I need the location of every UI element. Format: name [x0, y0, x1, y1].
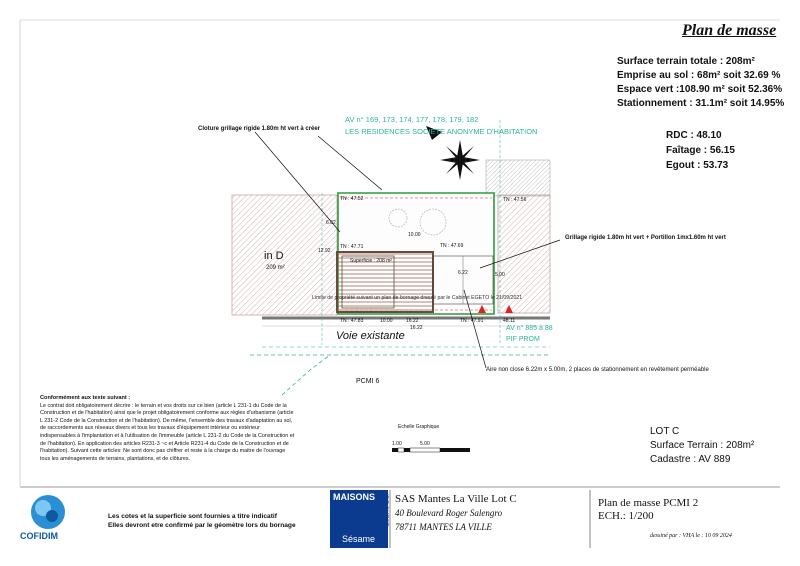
scale-label: 5.00: [420, 441, 430, 447]
dimension-label: 16.22: [410, 325, 423, 331]
tn-label: TN : 47.52: [340, 196, 364, 202]
neighbor-north-building: [486, 160, 550, 196]
voie-label: Voie existante: [336, 330, 405, 342]
tn-label: TN : 47.91: [460, 318, 484, 324]
neighbor-north-label: LES RESIDENCES SOCIETE ANONYME D'HABITATION: [345, 127, 538, 136]
page-title: Plan de masse: [682, 22, 777, 39]
legal-notes: [40, 395, 295, 463]
cofidim-name: COFIDIM: [20, 531, 58, 541]
dimension-label: 16.22: [406, 318, 419, 324]
company-block: [395, 492, 517, 534]
scale-segment: [404, 448, 410, 452]
drawn-by: dessiné par : VHA le : 10 09 2024: [650, 533, 732, 539]
dimension-label: 5.00: [495, 272, 505, 278]
tn-label: TN : 47.71: [340, 244, 364, 250]
tn-label: TN : 47.56: [503, 197, 527, 203]
plan-info: [598, 497, 698, 523]
tn-label: 48.11: [503, 318, 516, 324]
notes-body: Le contrat doit obligatoirement décrire : le terrain et vos droits sur ce bien (article L 231-1 du Code de la Construction et de l'habitation) ainsi que le projet obligatoirement conforme aux règles d'urbanisme (article L 231-2 Code de la Construction et de l'habitation). De même, l'ensemble des travaux d'adaptation au sol, de raccordements aux réseaux divers et tous les travaux d'équipement intérieur ou extérieur indispensables à l'implantation et à l'utilisation de l'immeuble (article L 231-2 du Code de la Construction et de l'habitation). En application des articles R231-3 ~c et Article R231-4 du Code de la Construction et de l'habitation). Suivant cette articles: Ne sont donc pas chiffrer et reste à la charge du maitre de l'ouvrage tous les aménagements de terrains, plantations, et de clôtures.: [40, 402, 295, 462]
neighbor-east-label: PIF PROM: [506, 336, 540, 343]
tn-label: TN : 47.69: [440, 243, 464, 249]
notes-heading: Conformément aux texte suivant :: [40, 395, 131, 401]
disclaimer: [108, 512, 318, 530]
scale-segment: [392, 448, 398, 452]
pcmi-label: PCMI 6: [356, 378, 380, 385]
company-address: 40 Boulevard Roger Salengro: [395, 508, 503, 518]
lot-info: [650, 425, 754, 467]
lot-cadastre: Cadastre : AV 889: [650, 454, 731, 465]
road-line: [282, 355, 330, 395]
neighbor-north-label: AV n° 169, 173, 174, 177, 178, 179, 182: [345, 115, 479, 124]
espace-vert: Espace vert :108.90 m² soit 52.36%: [617, 84, 783, 95]
stationnement: Stationnement : 31.1m² soit 14.95%: [617, 98, 785, 109]
west-lot-label: in D: [264, 250, 284, 262]
aire-note: Aire non close 6.22m x 5.00m, 2 places de stationnement en revêtement perméable: [486, 367, 709, 373]
dimension-label: 12.92: [318, 248, 331, 254]
leader-line: [318, 136, 382, 190]
scale-segment: [440, 448, 470, 452]
disclaimer-line: Les cotes et la superficie sont fournies a titre indicatif: [108, 513, 277, 520]
company-address: 78711 MANTES LA VILLE: [395, 522, 492, 532]
north-arrow-icon: [440, 140, 480, 180]
plan-name: Plan de masse PCMI 2: [598, 497, 699, 509]
dimension-label: 10.00: [408, 232, 421, 238]
superficie-label: Superficie : 208 m²: [350, 258, 392, 264]
scale-label: 1.00: [392, 441, 402, 447]
faitage-level: Faîtage : 56.15: [666, 145, 735, 156]
maisons-label: MAISONS: [333, 492, 376, 502]
neighbor-east-label: AV n° 885 à 88: [506, 325, 553, 332]
emprise-au-sol: Emprise au sol : 68m² soit 32.69 %: [617, 70, 781, 81]
tn-label: TN : 47.83: [340, 318, 364, 324]
dimension-label: 10.00: [380, 318, 393, 324]
lot-name: LOT C: [650, 426, 680, 437]
west-lot-area: 209 m²: [266, 265, 285, 271]
dimension-label: 6.02: [326, 220, 336, 226]
company-name: SAS Mantes La Ville Lot C: [395, 493, 517, 505]
scale-segment: [398, 448, 404, 452]
cloture-note: Cloture grillage rigide 1.80m ht vert à créer: [198, 126, 321, 132]
grillage-note: Grillage rigide 1.80m ht vert + Portillon 1mx1.60m ht vert: [565, 235, 726, 241]
rdc-level: RDC : 48.10: [666, 130, 722, 141]
idf-label: IDF OUEST: [382, 494, 388, 527]
disclaimer-line: Elles devront etre confirmé par le géomètre lors du bornage: [108, 522, 296, 529]
dimension-label: 6.22: [458, 270, 468, 276]
scale-segment: [410, 448, 440, 452]
egout-level: Egout : 53.73: [666, 160, 729, 171]
plan-scale: ECH.: 1/200: [598, 510, 654, 522]
cofidim-logo-icon: [31, 495, 65, 529]
lot-surface: Surface Terrain : 208m²: [650, 440, 755, 451]
limit-note: Limite de propriété suivant un plan de bornage dressé par le Cabinet EGETO le 21/09/2021: [312, 295, 523, 301]
echelle-label: Echelle Graphique: [398, 424, 440, 430]
surface-totale: Surface terrain totale : 208m²: [617, 56, 755, 67]
sesame-label: Sésame: [342, 534, 376, 544]
